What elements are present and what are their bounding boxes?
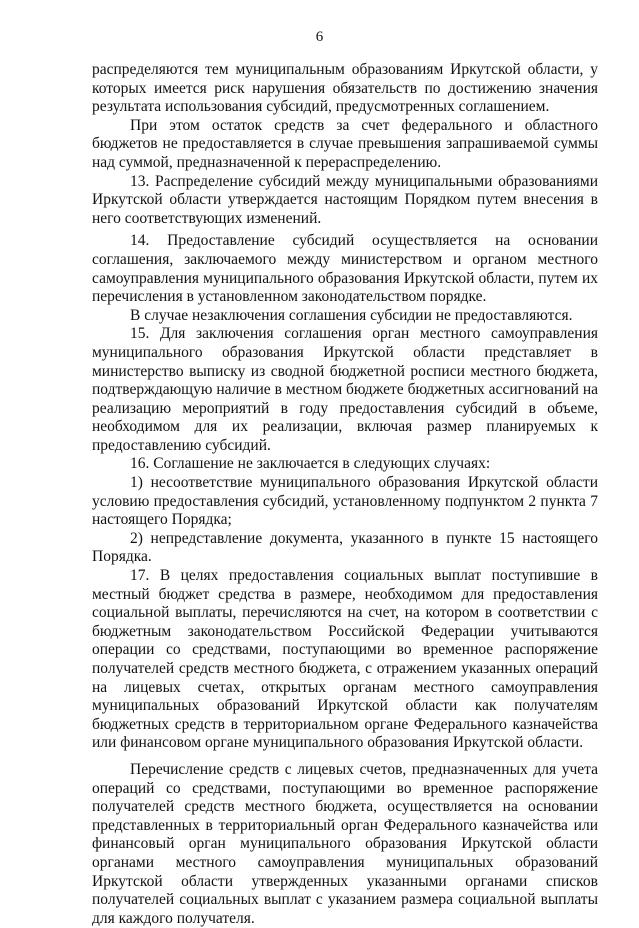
- paragraph-item-13: 13. Распределение субсидий между муниципальными образованиями Иркутской области утверждается настоящим Порядком путем внесения в него соответствующих изменений.: [92, 172, 598, 227]
- paragraph-remainder-note: При этом остаток средств за счет федерального и областного бюджетов не предоставляется в случае превышения запрашиваемой суммы над суммой, предназначенной к перераспределению.: [92, 116, 598, 171]
- paragraph-continuation: распределяются тем муниципальным образованиям Иркутской области, у которых имеется риск нарушения обязательств по достижению значения результата использования субсидий, предусмотренных соглашением.: [92, 61, 598, 116]
- paragraph-transfer-procedure: Перечисление средств с лицевых счетов, предназначенных для учета операций со средствами, поступающими во временное распоряжение получателей средств местного бюджета, осуществляется на основании представленных в территориальный орган Федерального казначейства или финансовый орган муниципального образования Иркутской области органами местного самоуправления муниципальных образований Иркутской области утвержденных указанными органами списков получателей социальных выплат с указанием размера социальной выплаты для каждого получателя.: [92, 760, 598, 927]
- paragraph-item-16: 16. Соглашение не заключается в следующих случаях:: [130, 455, 491, 473]
- paragraph-item-15: 15. Для заключения соглашения орган местного самоуправления муниципального образования Иркутской области представляет в министерство выписку из сводной бюджетной росписи местного бюджета, подтверждающую наличие в местном бюджете бюджетных ассигнований на реализацию мероприятий в году предоставления субсидий в объеме, необходимом для их реализации, включая размер планируемых к предоставлению субсидий.: [92, 325, 598, 454]
- paragraph-item-14: 14. Предоставление субсидий осуществляется на основании соглашения, заключаемого между министерством и органом местного самоуправления муниципального образования Иркутской области, путем их перечисления в установленном законодательством порядке.: [92, 232, 598, 306]
- paragraph-item-16-sub-2: 2) непредставление документа, указанного в пункте 15 настоящего Порядка.: [92, 529, 598, 566]
- paragraph-no-agreement: В случае незаключения соглашения субсидии не предоставляются.: [130, 306, 573, 324]
- page-number: 6: [315, 29, 324, 45]
- document-body: [92, 61, 598, 928]
- paragraph-item-17: 17. В целях предоставления социальных выплат поступившие в местный бюджет средства в размере, необходимом для предоставления социальной выплаты, перечисляются на счет, на котором в соответствии с бюджетным законодательством Российской Федерации учитываются операции со средствами, поступающими во временное распоряжение получателей средств местного бюджета, с отражением указанных операций на лицевых счетах, открытых органам местного самоуправления муниципальных образований Иркутской области как получателям бюджетных средств в территориальном органе Федерального казначейства или финансовом органе муниципального образования Иркутской области.: [92, 567, 598, 752]
- paragraph-item-16-sub-1: 1) несоответствие муниципального образования Иркутской области условию предоставления субсидий, установленному подпунктом 2 пункта 7 настоящего Порядка;: [92, 474, 598, 529]
